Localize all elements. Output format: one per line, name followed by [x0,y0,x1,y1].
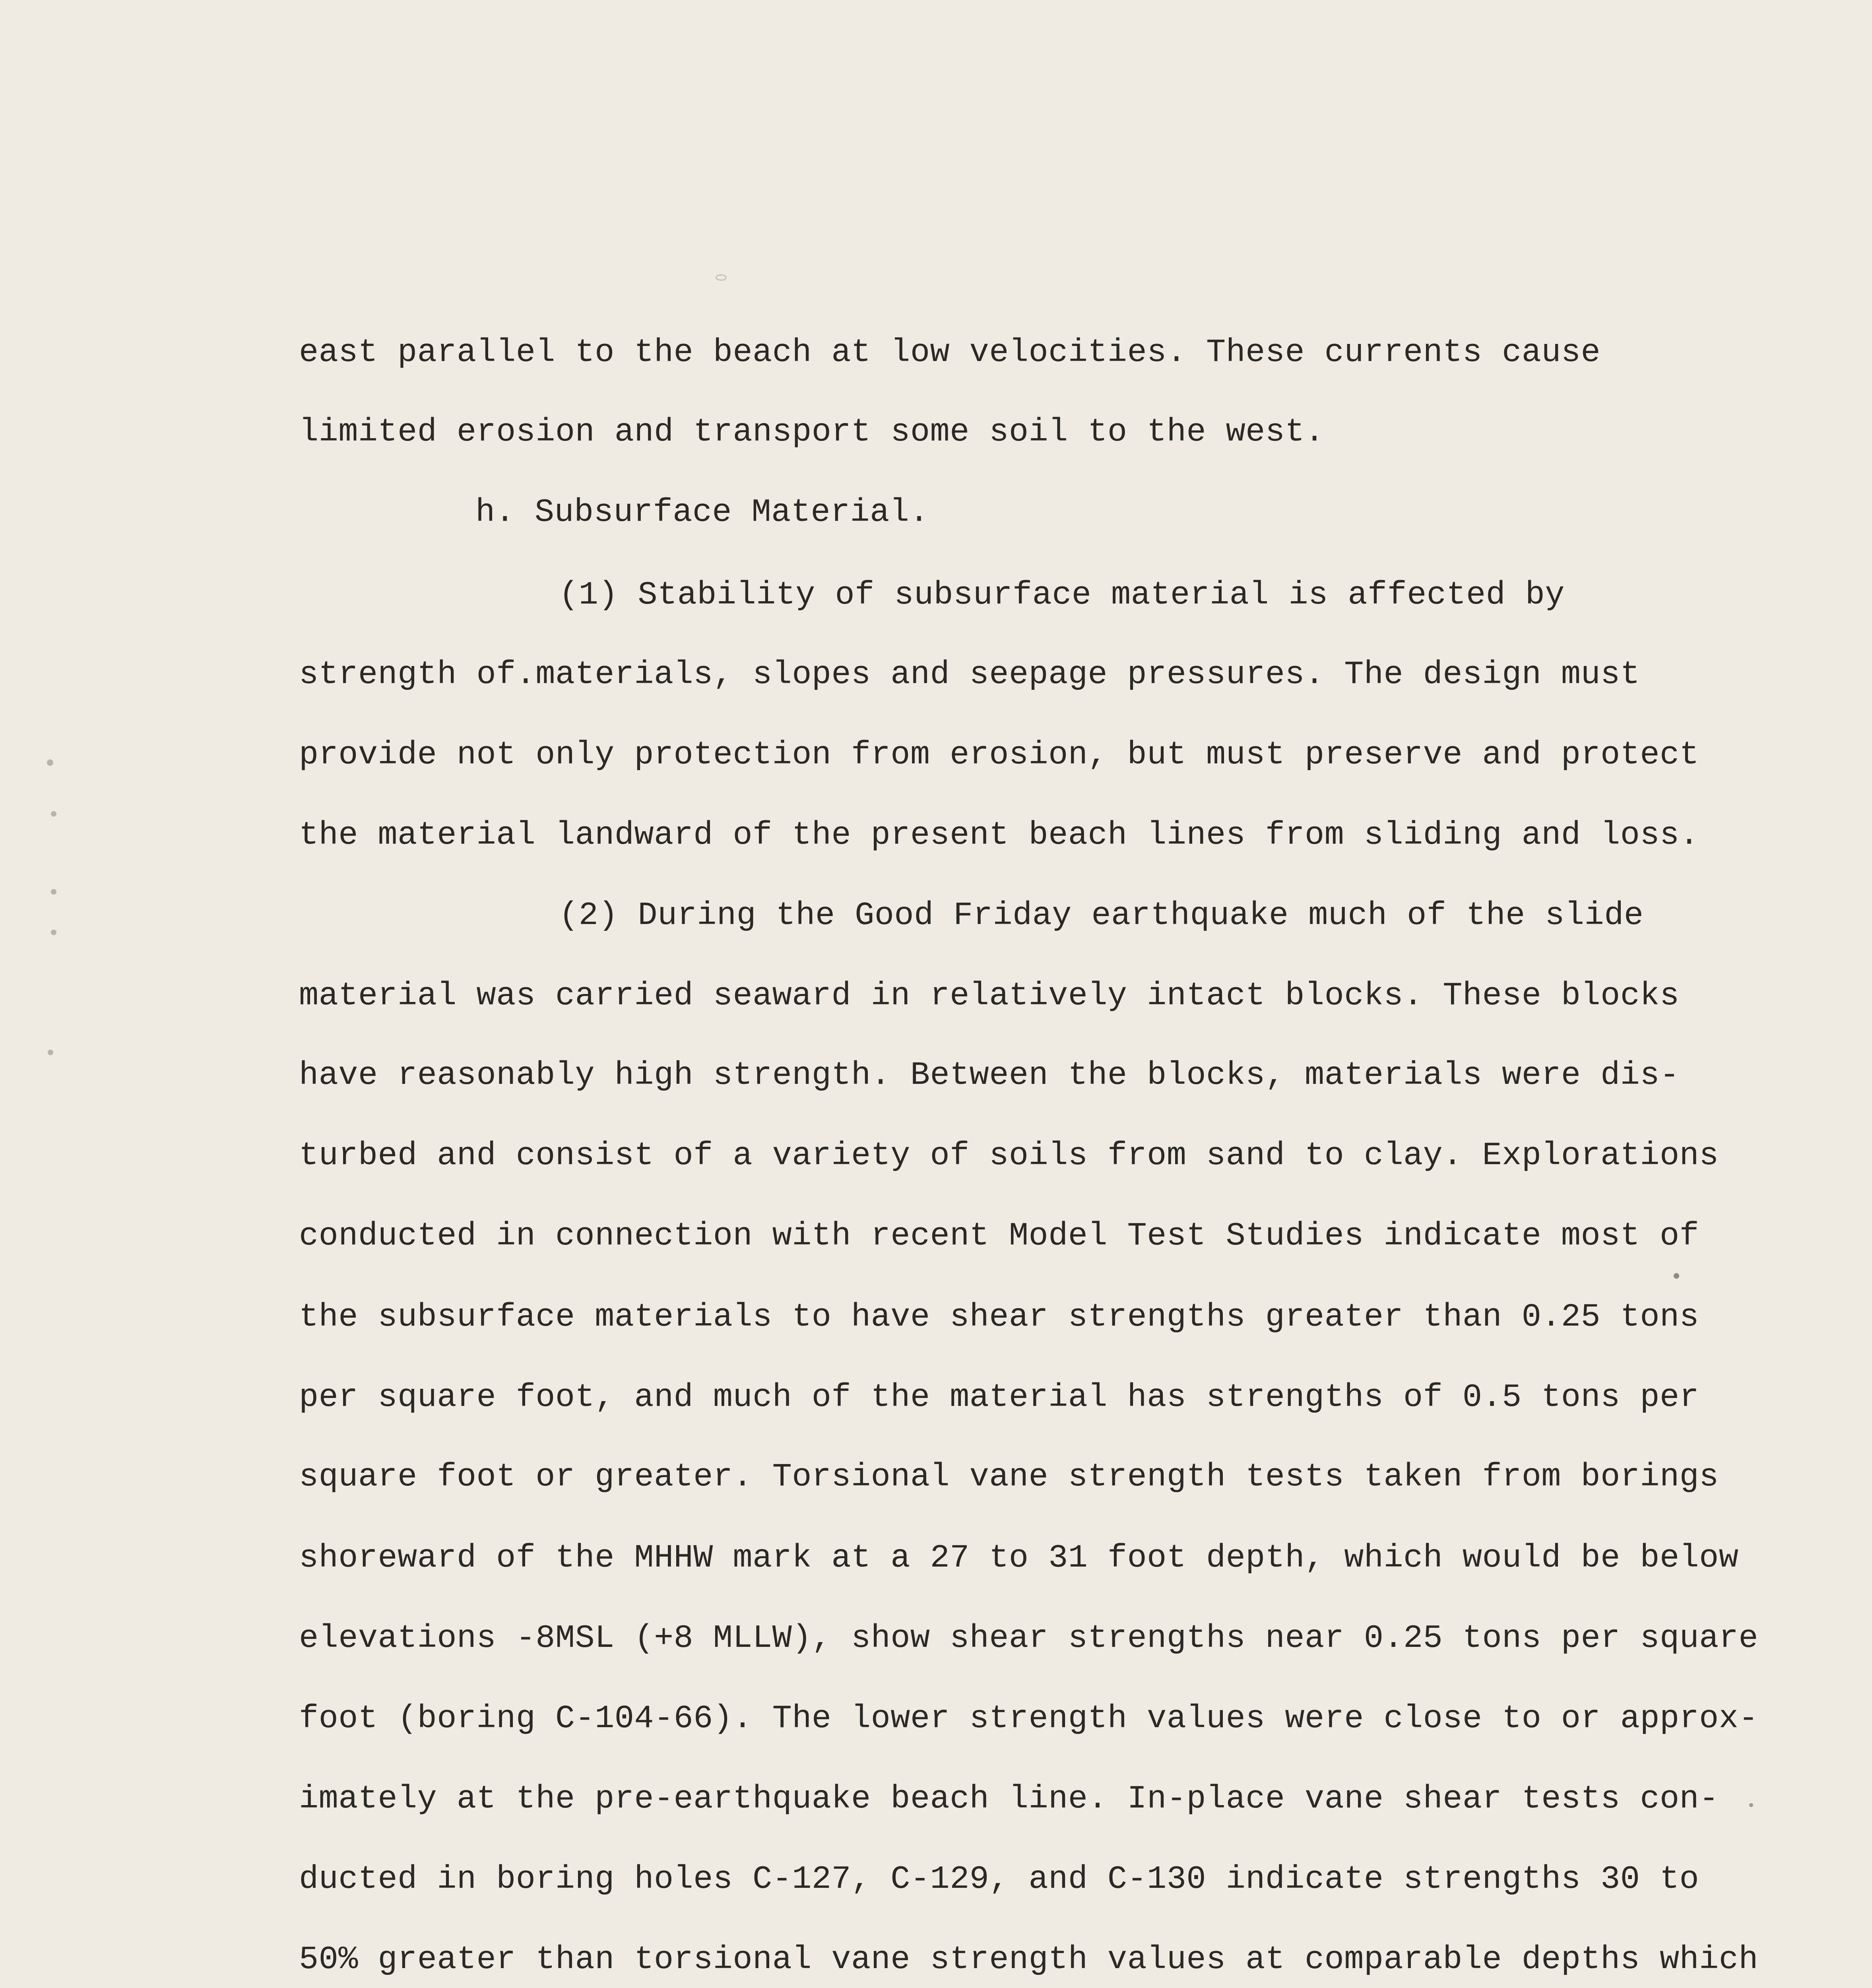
text-line: shoreward of the MHHW mark at a 27 to 31 foot depth, which would be below [299,1540,1739,1576]
text-line: turbed and consist of a variety of soils from sand to clay. Explorations [299,1137,1719,1174]
text-line: limited erosion and transport some soil to the west. [299,414,1325,450]
scan-mark [48,1050,53,1055]
text-line: imately at the pre-earthquake beach line. In-place vane shear tests con- [299,1780,1719,1817]
text-line: the material landward of the present beach lines from sliding and loss. [299,817,1699,854]
text-line: provide not only protection from erosion, but must preserve and protect [299,736,1699,773]
text-line: material was carried seaward in relatively intact blocks. These blocks [299,977,1680,1014]
text-line: (1) Stability of subsurface material is affected by [559,577,1565,613]
text-line: 50% greater than torsional vane strength values at comparable depths which [299,1941,1758,1978]
text-line: foot (boring C-104-66). The lower strength values were close to or approx- [299,1700,1758,1737]
text-line: the subsurface materials to have shear strengths greater than 0.25 tons [299,1299,1699,1336]
text-line: east parallel to the beach at low velocities. These currents cause [299,334,1601,371]
text-line: per square foot, and much of the material has strengths of 0.5 tons per [299,1379,1699,1416]
scan-mark [51,930,56,935]
text-line: elevations -8MSL (+8 MLLW), show shear strengths near 0.25 tons per square [299,1620,1758,1657]
text-line: square foot or greater. Torsional vane strength tests taken from borings [299,1458,1719,1495]
text-line: (2) During the Good Friday earthquake much of the slide [559,897,1644,934]
text-line: have reasonably high strength. Between the blocks, materials were dis- [299,1057,1680,1094]
scan-mark [716,274,727,281]
scan-mark [1749,1803,1753,1807]
scan-mark [51,811,56,817]
section-heading: h. Subsurface Material. [475,494,929,531]
text-line: conducted in connection with recent Model Test Studies indicate most of [299,1217,1699,1254]
text-line: strength of.materials, slopes and seepage pressures. The design must [299,656,1640,693]
scan-mark [47,759,53,766]
scan-mark [51,889,56,895]
text-line: ducted in boring holes C-127, C-129, and C-130 indicate strengths 30 to [299,1861,1699,1898]
scan-mark [1674,1273,1679,1279]
